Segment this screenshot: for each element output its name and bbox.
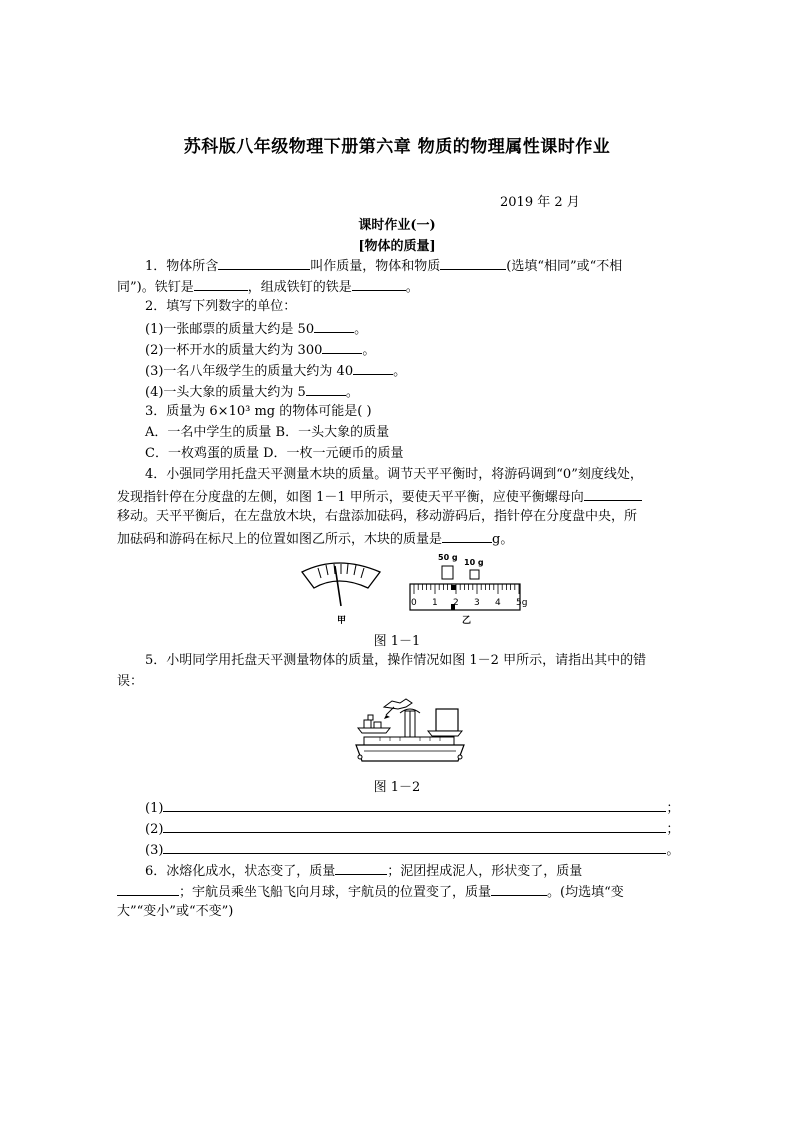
answer-blank[interactable] [322,339,362,354]
answer-blank[interactable] [491,881,547,896]
question-5-answer-3: (3) 。 [145,839,679,861]
question-2-item-3: (3)一名八年级学生的质量大约为 40 。 [145,360,705,382]
question-5-answer-1: (1) ； [145,797,679,819]
answer-line[interactable] [163,797,666,812]
answer-blank[interactable] [194,276,248,291]
balance-ruler-drawing [410,553,527,626]
question-2-item-2: (2)一杯开水的质量大约为 300 。 [145,339,705,361]
question-5-line-2: 误： [117,674,144,689]
section-heading: 课时作业(一) [358,218,436,233]
balance-dial-drawing [302,563,380,626]
figure-1-2-balance-drawing [350,693,470,771]
question-6-line-1: 6．冰熔化成水，状态变了，质量 ；泥团捏成泥人，形状变了，质量 [145,860,705,882]
weight-50g-icon [442,566,453,579]
answer-line[interactable] [163,839,666,854]
weight-50g-label: 50 g [438,553,458,562]
rider-icon [451,585,456,590]
question-2-stem: 2．填写下列数字的单位： [145,299,297,314]
ruler-tick-label: 2 [453,598,459,608]
question-1-line-2: 同”)。铁钉是 ，组成铁钉的铁是 。 [117,276,677,298]
question-3-options-cd: C．一枚鸡蛋的质量 D．一枚一元硬币的质量 [145,446,404,461]
question-2-item-1: (1)一张邮票的质量大约是 50 。 [145,318,705,340]
answer-blank[interactable] [306,381,346,396]
question-5-line-1: 5．小明同学用托盘天平测量物体的质量，操作情况如图 1－2 甲所示，请指出其中的错 [145,653,647,668]
answer-blank[interactable] [440,255,506,270]
figure-1-1 [290,548,530,630]
question-1-line-1: 1．物体所含 叫作质量，物体和物质 (选填“相同”或“不相 [145,255,705,277]
question-2-item-4: (4)一头大象的质量大约为 5 。 [145,381,705,403]
question-4-line-4: 加砝码和游码在标尺上的位置如图乙所示，木块的质量是 g。 [117,528,677,550]
answer-blank[interactable] [442,528,492,543]
weight-10g-icon [470,570,479,579]
document-date: 2019 年 2 月 [500,195,580,210]
ruler-tick-label: 3 [474,598,480,608]
answer-blank[interactable] [353,360,393,375]
figure-1-2-caption: 图 1－2 [373,780,421,795]
figure-label-jia: 甲 [337,616,347,626]
question-4-line-2: 发现指针停在分度盘的左侧，如图 1－1 甲所示，要使天平平衡，应使平衡螺母向 [117,486,677,508]
answer-blank[interactable] [584,486,642,501]
answer-blank[interactable] [352,276,406,291]
question-3-options-ab: A．一名中学生的质量 B．一头大象的质量 [145,425,390,440]
weight-10g-label: 10 g [464,558,484,567]
ruler-tick-label: 0 [411,598,417,608]
question-4-line-1: 4．小强同学用托盘天平测量木块的质量。调节天平平衡时，将游码调到“0”刻度线处， [145,467,643,482]
ruler-tick-label: 4 [495,598,501,608]
question-6-line-3: 大”“变小”或“不变”) [117,904,234,919]
question-6-line-2: ；宇航员乘坐飞船飞向月球，宇航员的位置变了，质量 。(均选填“变 [117,881,677,903]
answer-blank[interactable] [218,255,310,270]
subsection-heading: [物体的质量] [358,239,436,254]
answer-blank[interactable] [335,860,387,875]
figure-1-1-caption: 图 1－1 [373,634,421,649]
question-5-answer-2: (2) ； [145,818,679,840]
document-title: 苏科版八年级物理下册第六章 物质的物理属性课时作业 [183,137,611,157]
answer-line[interactable] [163,818,666,833]
question-4-line-3: 移动。天平平衡后，在左盘放木块，右盘添加砝码，移动游码后，指针停在分度盘中央，所 [117,509,638,524]
figure-label-yi: 乙 [462,616,472,626]
question-3-stem: 3．质量为 6×10³ mg 的物体可能是( ) [145,404,372,419]
ruler-tick-label: 5g [516,598,528,608]
ruler-tick-label: 1 [432,598,438,608]
answer-blank[interactable] [314,318,354,333]
answer-blank[interactable] [117,881,179,896]
